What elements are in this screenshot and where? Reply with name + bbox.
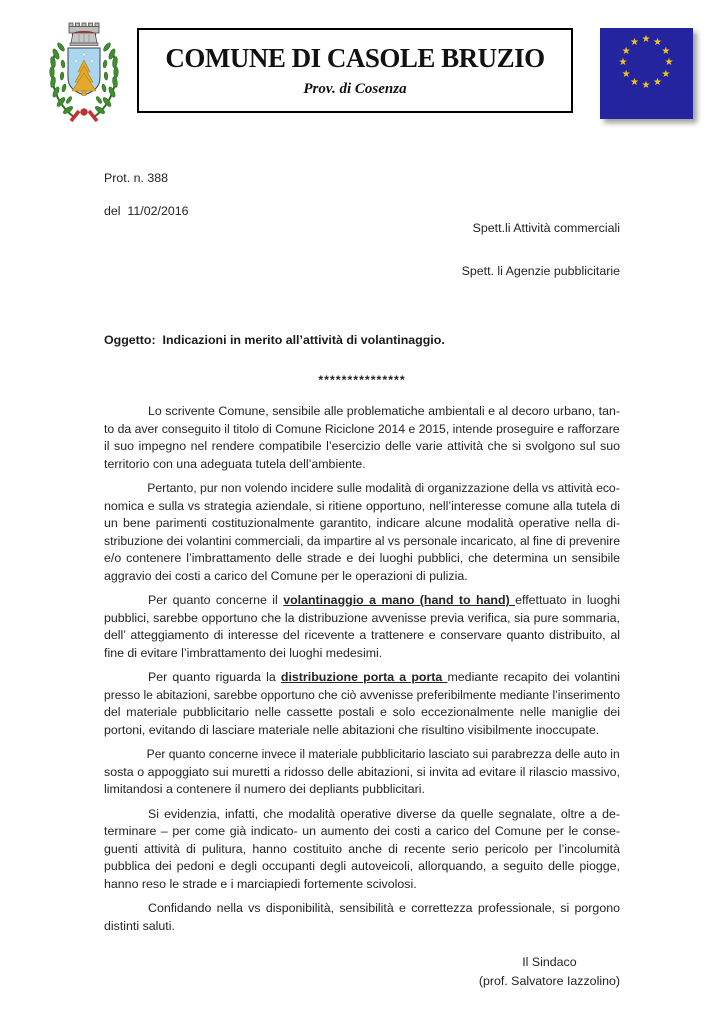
subject-line: Oggetto: Indicazioni in merito all’attività di volantinaggio. <box>104 333 445 347</box>
signature-name: (prof. Salvatore Iazzolino) <box>478 974 620 988</box>
paragraph <box>104 592 620 662</box>
text-line: del materiale pubblicitario nelle cassette postali e solo eccezionalmente nelle maniglie dei <box>104 705 620 719</box>
letter-content <box>104 170 620 991</box>
eu-flag-star-icon: ★ <box>621 68 631 80</box>
municipal-coat-of-arms-icon <box>42 20 126 126</box>
eu-flag-icon <box>600 28 693 119</box>
protocol-number: Prot. n. 388 <box>104 171 169 185</box>
eu-flag-star-icon: ★ <box>664 57 674 68</box>
eu-flag-star-icon: ★ <box>630 76 639 88</box>
text-line: portoni, evitando di lasciare materiale nelle abitazioni che risultino visibilmente inoccupate. <box>104 722 600 737</box>
text-line: terminare – per come già indicato- un aumento dei costi a carico del Comune per le conse- <box>104 824 620 838</box>
text-line: hanno reso le strade e i marciapiedi fortemente scivolosi. <box>104 876 417 891</box>
text-line: distinti saluti. <box>104 918 175 933</box>
text-line: fine di evitare l’imbrattamento dei luoghi medesimi. <box>104 645 383 660</box>
text-line: Per quanto concerne invece il materiale pubblicitario lasciato sui parabrezza delle auto in <box>146 747 620 761</box>
protocol-date: del 11/02/2016 <box>104 203 189 218</box>
eu-flag-star-icon: ★ <box>641 34 651 45</box>
text-line: pubblici, sarebbe opportuno che la distribuzione avvenisse previa verifica, sia pure sommaria, <box>104 610 620 625</box>
eu-flag-star-icon: ★ <box>661 45 671 57</box>
text-line: limitandosi a contenere il numero dei depliants pubblicitari. <box>104 782 425 796</box>
eu-flag-star-icon: ★ <box>630 37 639 49</box>
paragraph <box>104 480 620 585</box>
recipient-commercial: Spett.li Attività commerciali <box>472 221 620 235</box>
text-line: stribuzione dei volantini commerciali, da impartire al vs personale incaricato, al fine di prevenire <box>104 533 621 548</box>
paragraph <box>104 746 620 799</box>
text-line: pubblica dei pedoni e degli occupanti degli autoveicoli, allorquando, a seguito delle piogge, <box>104 859 620 873</box>
header-title-box <box>137 28 573 113</box>
text-line: e/o contenere l’imbrattamento delle strade e dei luoghi pubblici, che determina un sensibile <box>104 551 620 565</box>
text-line: to da aver conseguito il titolo di Comune Riciclone 2014 e 2015, intende proseguire e rafforzare <box>104 421 620 436</box>
eu-flag-star-icon: ★ <box>653 37 662 49</box>
text-line: un bene parimenti costituzionalmente garantito, indicare alcune modalità operative nella di- <box>104 516 620 530</box>
paragraph <box>104 806 620 894</box>
text-line: nomica e sulla vs strategia aziendale, si ritiene opportuno, nell’interesse comune alla tutela di <box>104 498 620 513</box>
paragraph <box>104 403 620 473</box>
text-line: Lo scrivente Comune, sensibile alle problematiche ambientali e al decoro urbano, tan- <box>148 404 620 418</box>
paragraph <box>104 900 620 935</box>
text-line: territorio con una adeguata tutela dell’ambiente. <box>104 456 366 471</box>
province-name: Prov. di Cosenza <box>303 81 407 97</box>
paragraph <box>104 669 620 739</box>
eu-flag-star-icon: ★ <box>621 45 631 57</box>
signature-role: Il Sindaco <box>522 955 577 969</box>
text-line: Si evidenzia, infatti, che modalità operative diverse da quelle segnalate, oltre a de- <box>148 806 620 821</box>
text-line: aggravio dei costi a carico del Comune per le operazioni di pulizia. <box>104 568 468 583</box>
body-paragraphs <box>104 403 620 935</box>
text-line: Confidando nella vs disponibilità, sensibilità e correttezza professionale, si porgono <box>148 901 620 915</box>
separator-asterisks: *************** <box>318 372 406 387</box>
text-line: guenti attività di pulitura, hanno costituito anche di recente serio pericolo per l’incolumità <box>104 841 620 856</box>
eu-flag-star-icon: ★ <box>641 80 651 91</box>
text-line: sosta o appoggiato sui muretti a ridosso delle abitazioni, si invita ad evitare il rilascio massivo, <box>104 764 620 779</box>
text-line: Per quanto riguarda la distribuzione porta a porta mediante recapito dei volantini <box>148 670 620 684</box>
text-line: Pertanto, pur non volendo incidere sulle modalità di organizzazione della vs attività eco- <box>147 481 620 495</box>
eu-flag-star-icon: ★ <box>618 57 628 68</box>
text-line: presso le abitazioni, sarebbe opportuno che ciò avvenisse preferibilmente mediante l’inserimento <box>104 687 621 702</box>
recipient-agencies: Spett. li Agenzie pubblicitarie <box>461 263 620 278</box>
municipality-name: COMUNE DI CASOLE BRUZIO <box>165 43 545 73</box>
eu-flag-star-icon: ★ <box>661 68 671 80</box>
text-line: il suo impegno nel rendere compatibile l’esercizio delle varie attività che si svolgono sul suo <box>104 439 620 453</box>
text-line: dell’ atteggiamento di interesse del ricevente a trattenere e conservare quanto distribuito, al <box>104 628 620 642</box>
eu-flag-star-icon: ★ <box>653 76 662 88</box>
text-line: Per quanto concerne il volantinaggio a mano (hand to hand) effettuato in luoghi <box>148 593 620 607</box>
signature-block <box>104 953 620 991</box>
